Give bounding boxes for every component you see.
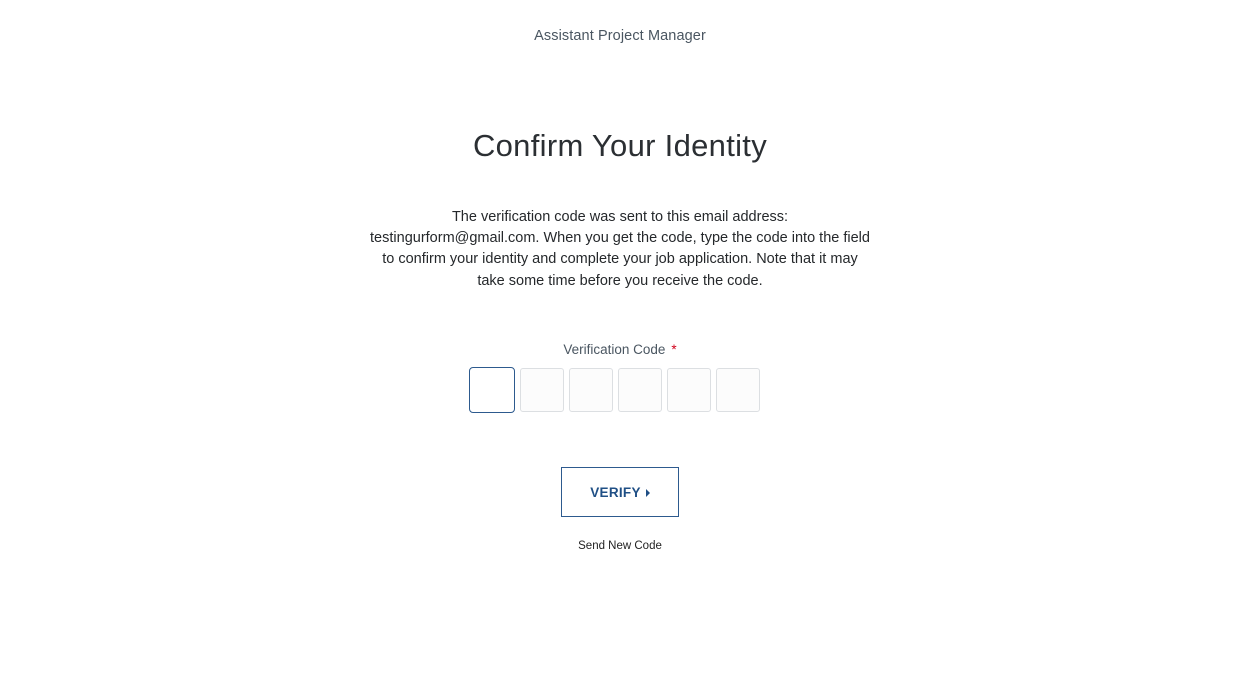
verification-code-input-group bbox=[469, 368, 760, 413]
verification-code-label-text: Verification Code bbox=[563, 342, 666, 357]
code-digit-1-input[interactable] bbox=[469, 367, 515, 413]
verify-button-label: VERIFY bbox=[590, 484, 641, 500]
verify-button[interactable] bbox=[561, 467, 679, 517]
caret-right-icon bbox=[646, 489, 650, 497]
code-digit-4-input[interactable] bbox=[618, 368, 662, 412]
verification-instructions: The verification code was sent to this email address: testingurform@gmail.com. When you get the code, type the code into the field to confirm your identity and complete your job application. Note that it may take some time before you receive the code. bbox=[370, 209, 870, 289]
send-new-code-link[interactable]: Send New Code bbox=[578, 540, 662, 552]
code-digit-5-input[interactable] bbox=[667, 368, 711, 412]
verification-code-label bbox=[0, 342, 1240, 357]
job-title: Assistant Project Manager bbox=[534, 28, 706, 44]
page-title: Confirm Your Identity bbox=[472, 128, 768, 163]
code-digit-2-input[interactable] bbox=[520, 368, 564, 412]
send-new-code-container bbox=[0, 540, 1240, 552]
code-digit-3-input[interactable] bbox=[569, 368, 613, 412]
required-marker: * bbox=[671, 342, 677, 357]
code-digit-6-input[interactable] bbox=[716, 368, 760, 412]
